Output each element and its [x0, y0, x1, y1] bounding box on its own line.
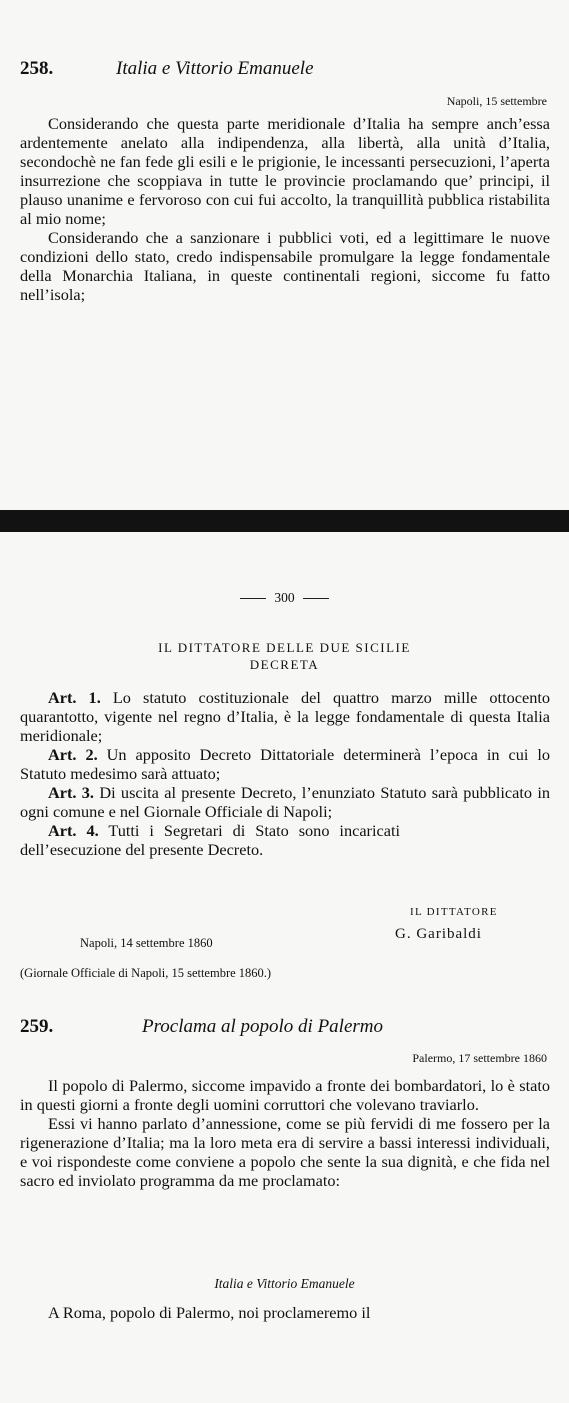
document-number: 259.: [20, 1016, 54, 1037]
paragraph: Considerando che a sanzionare i pubblici voti, ed a legittimare le nuove condizioni dello stato, credo indispensabile promulgare la legge fondamentale della Monarchia Italiana, in queste continentali regioni, siccome fu fatto nell’isola;: [20, 228, 550, 304]
document-title: Italia e Vittorio Emanuele: [116, 58, 314, 79]
paragraph: Considerando che questa parte meridionale d’Italia ha sempre anch’essa ardentemente anelato alla indipendenza, alla libertà, alla unità d’Italia, secondochè ne fan fede gli esili e le prigionie, le incessanti persecuzioni, l’aperta insurrezione che scoppiava in tutte le provincie proclamando que’ principi, il plauso unanime e fervoroso con cui fui accolto, la tranquillità pubblica ristabilita al mio nome;: [20, 114, 550, 228]
page-number-value: 300: [274, 590, 295, 605]
body-text-last: [20, 1303, 550, 1322]
article-label: Art. 1.: [48, 688, 101, 707]
article-label: Art. 2.: [48, 745, 98, 764]
document-title: Proclama al popolo di Palermo: [142, 1016, 383, 1037]
articles: [20, 688, 550, 859]
article: [20, 745, 550, 783]
article-text: Di uscita al presente Decreto, l’enunziato Statuto sarà pubblicato in ogni comune e nel Giornale Officiale di Napoli;: [20, 783, 551, 821]
dateline: Palermo, 17 settembre 1860: [412, 1051, 547, 1065]
article-text: Lo statuto costituzionale del quattro marzo mille ottocento quarantotto, vigente nel regno d’Italia, è la legge fondamentale di questa Italia meridionale;: [20, 688, 550, 745]
article: [20, 688, 550, 745]
body-text-page2: [20, 1076, 550, 1190]
motto: Italia e Vittorio Emanuele: [214, 1276, 355, 1291]
article: [20, 821, 550, 859]
decree-heading: IL DITTATORE DELLE DUE SICILIE: [158, 640, 411, 655]
paragraph: Essi vi hanno parlato d’annessione, come se più fervidi di me fossero per la rigenerazione d’Italia; ma la loro meta era di servire a bassi interessi individuali, e voi rispondeste come conviene a popolo che sente la sua dignità, e che fida nel sacro ed inviolato programma da me proclamato:: [20, 1114, 550, 1190]
dash-left: [240, 598, 266, 599]
article-label: Art. 4.: [48, 821, 99, 840]
article-text: Tutti i Segretari di Stato sono incaricati dell’esecuzione del presente Decreto.: [20, 821, 400, 859]
paragraph: Il popolo di Palermo, siccome impavido a fronte dei bombardatori, lo è stato in questi giorni a fronte degli uomini corruttori che volevano traviarlo.: [20, 1076, 550, 1114]
source-citation: (Giornale Officiale di Napoli, 15 settembre 1860.): [20, 966, 272, 980]
dateline: Napoli, 15 settembre: [446, 94, 547, 108]
article-text: Un apposito Decreto Dittatoriale determinerà l’epoca in cui lo Statuto medesimo sarà attuato;: [20, 745, 551, 783]
article-label: Art. 3.: [48, 783, 95, 802]
place-date: Napoli, 14 settembre 1860: [80, 936, 213, 950]
article: [20, 783, 550, 821]
page-number: [0, 590, 569, 606]
page-divider: [0, 510, 569, 532]
paragraph: A Roma, popolo di Palermo, noi proclameremo il: [48, 1303, 371, 1322]
signature-role: IL DITTATORE: [410, 906, 498, 918]
dash-right: [303, 598, 329, 599]
document-number: 258.: [20, 58, 54, 79]
body-text-page1: [20, 114, 550, 304]
signature-name: G. Garibaldi: [395, 926, 482, 942]
decree-subheading: DECRETA: [249, 657, 320, 672]
